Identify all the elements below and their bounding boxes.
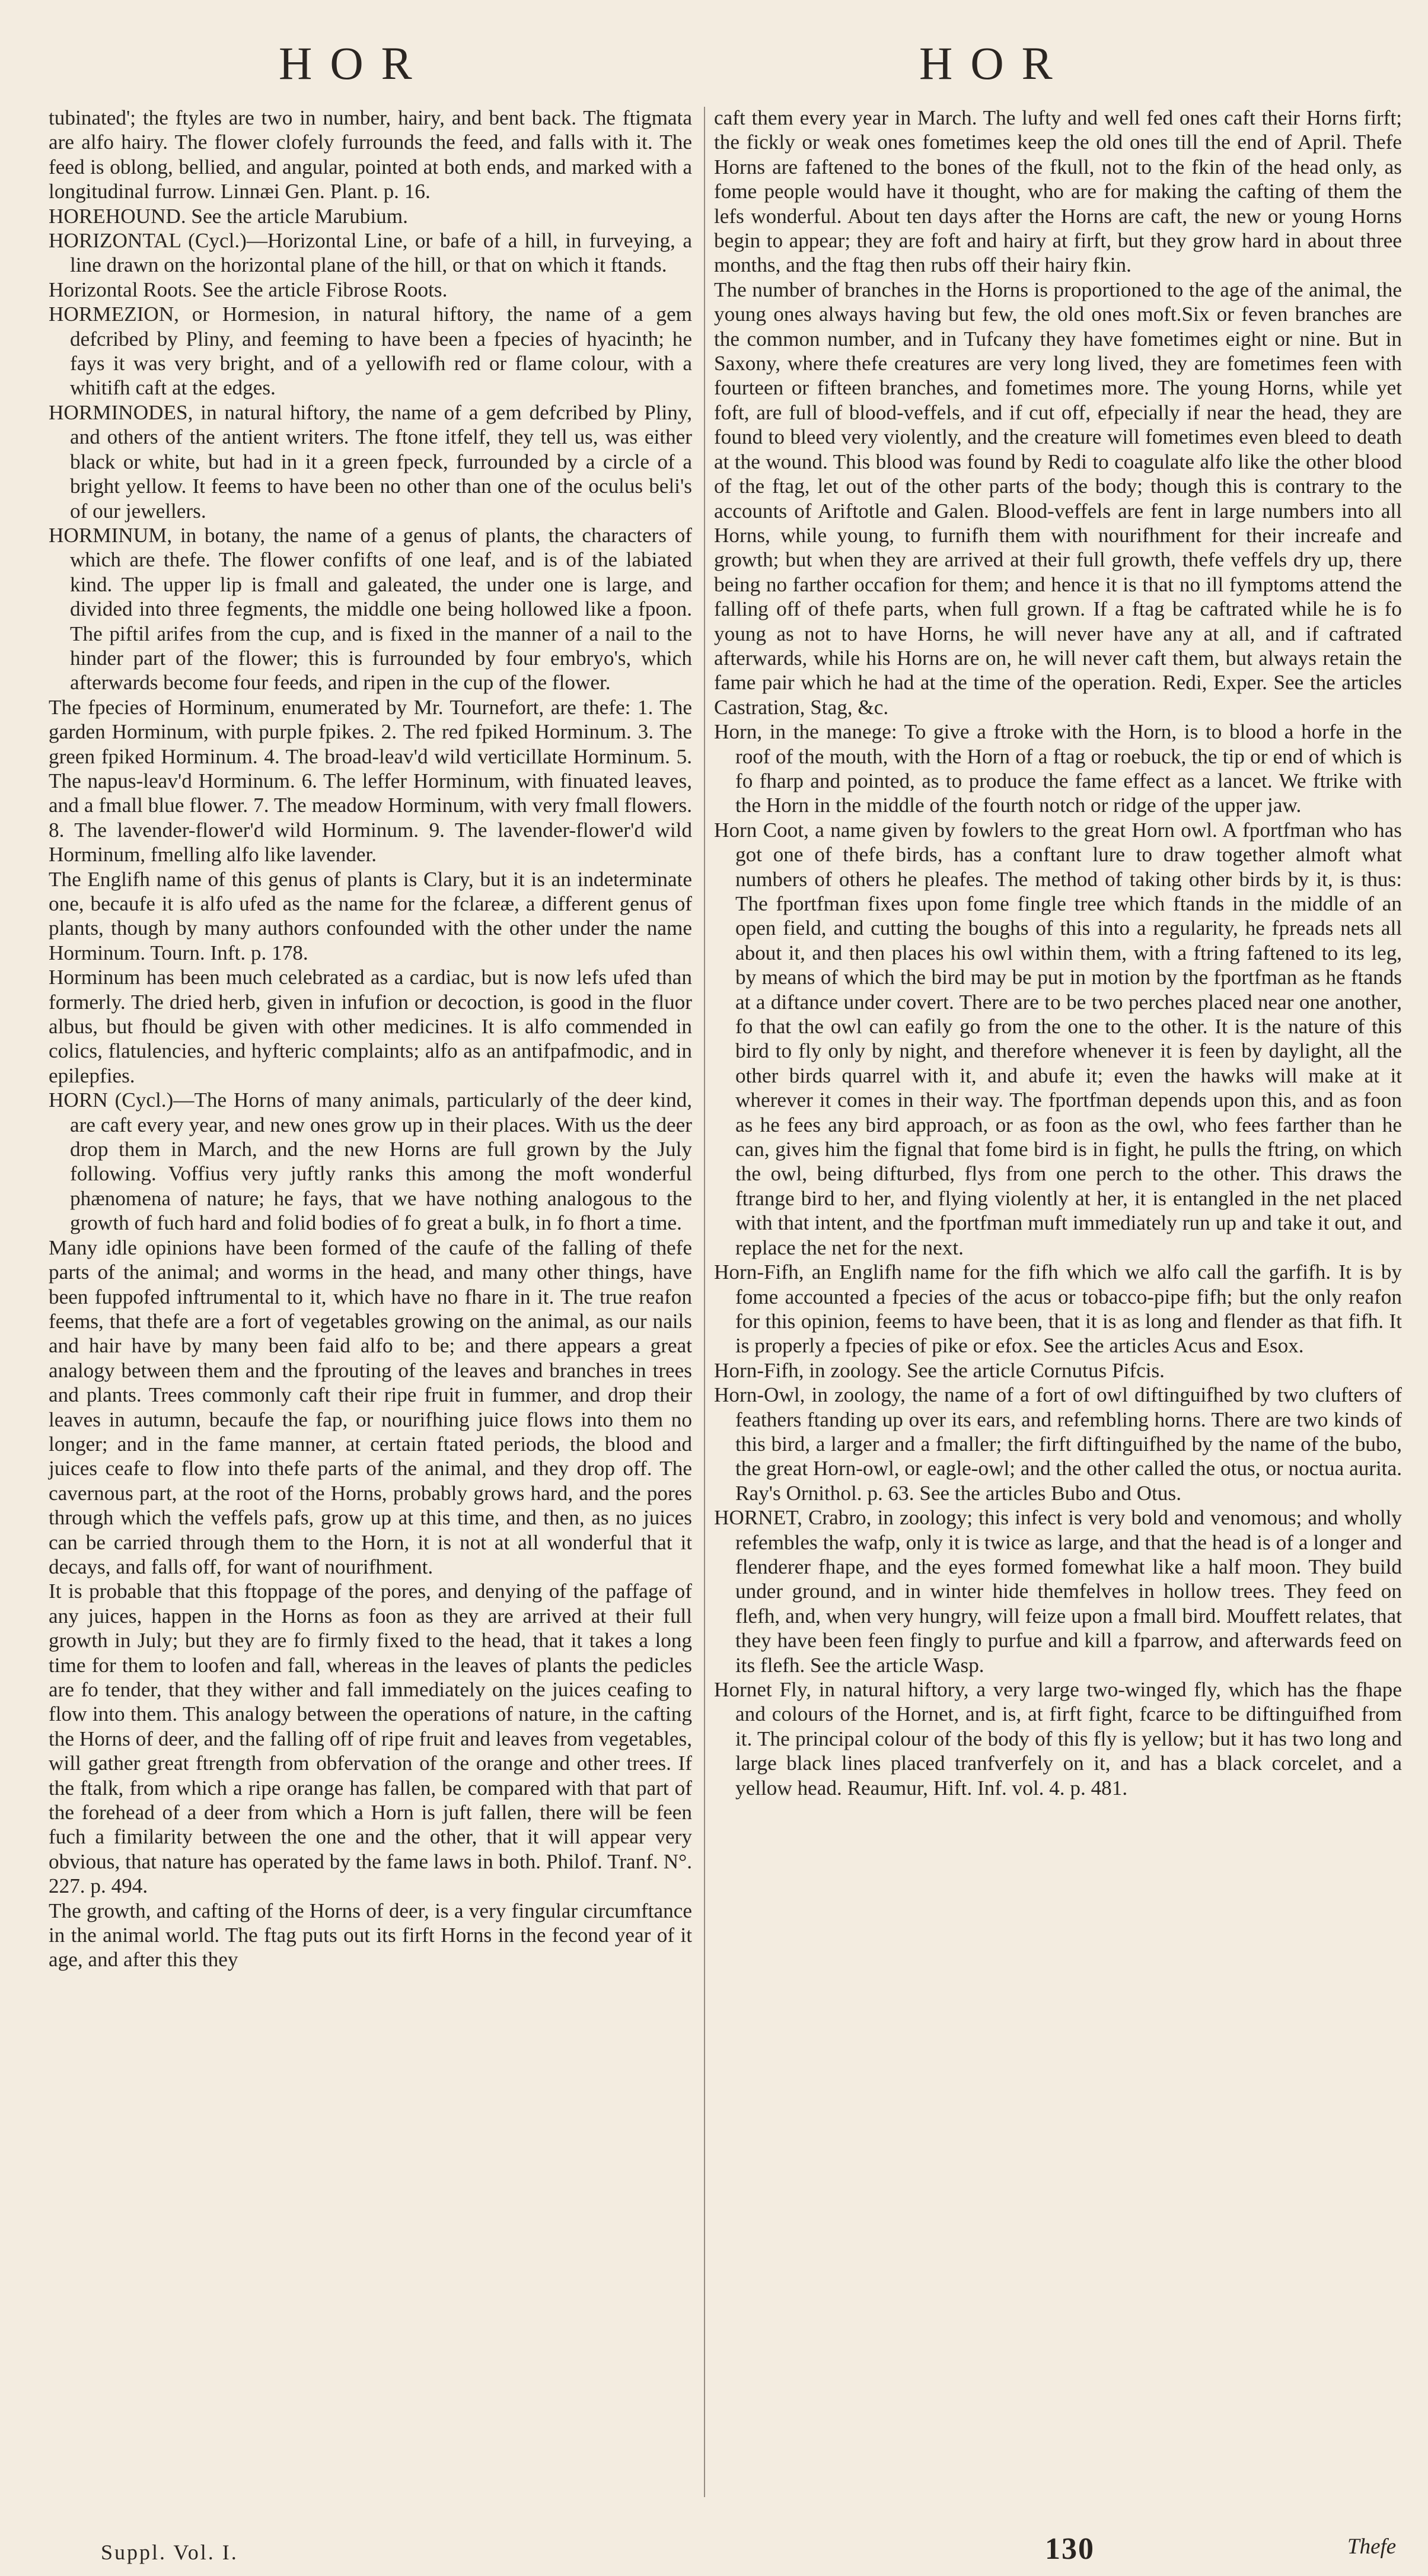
entry-paragraph: Horminum has been much celebrated as a cardiac, but is now lefs ufed than formerly. The dried herb, given in infufion or decoction, is good in the fluor albus, but fhould be given with other medicines. It is alfo commended in colics, flatulencies, and hyfteric complaints; alfo as an antifpafmodic, and in epilepfies. xyxy=(49,966,692,1087)
entry-horizontal: HORIZONTAL (Cycl.)—Horizontal Line, or bafe of a hill, in furveying, a line drawn on the horizontal plane of the hill, or that on which it ftands. xyxy=(49,229,692,277)
signature-mark: Suppl. Vol. I. xyxy=(101,2540,238,2564)
entry-paragraph: The growth, and cafting of the Horns of deer, is a very fingular circumftance in the animal world. The ftag puts out its firft Horns in the fecond year of it age, and after this they xyxy=(49,1899,692,1972)
left-column xyxy=(49,106,692,1972)
entry-horizontal-roots: Horizontal Roots. See the article Fibrose Roots. xyxy=(49,278,448,301)
entry-horminum: HORMINUM, in botany, the name of a genus of plants, the characters of which are thefe. The flower confifts of one leaf, and is of the labiated kind. The upper lip is fmall and galeated, the under one is large, and divided into three fegments, the middle one being hollowed like a fpoon. The piftil arifes from the cup, and is fixed in the manner of a nail to the hinder part of the flower; this is furrounded by four embryo's, which afterwards become four feeds, and ripen in the cup of the flower. xyxy=(49,523,692,695)
entry-horn-fish-zoology: Horn-Fifh, in zoology. See the article Cornutus Pifcis. xyxy=(714,1358,1165,1382)
entry-paragraph: The number of branches in the Horns is proportioned to the age of the animal, the young ones always having but few, the old ones moft.Six or feven branches are the common number, and in Tufcany they have fometimes eight or nine. But in Saxony, where thefe creatures are very long lived, they are fometimes feen with fourteen or fifteen branches, and fometimes more. The young Horns, while yet foft, are full of blood-veffels, and if cut off, efpecially if near the head, they are found to bleed very violently, and the creature will fometimes even bleed to death at the wound. This blood was found by Redi to coagulate alfo like the other blood of the ftag, let out of the other parts of the body; though this is contrary to the accounts of Ariftotle and Galen. Blood-veffels are fent in large numbers into all Horns, while young, to furnifh them with nourifhment for their increafe and growth; but when they are arrived at their full growth, thefe veffels dry up, there being no farther occafion for them; and hence it is that no ill fymptoms attend the falling off of thefe parts, when full grown. If a ftag be caftrated while he is fo young as not to have Horns, he will never have any at all, and if caftrated afterwards, while his Horns are on, he will never caft them, but always retain the fame pair which he had at the time of the operation. Redi, Exper. See the articles Castration, Stag, &c. xyxy=(714,278,1402,719)
entry-paragraph: caft them every year in March. The lufty and well fed ones caft their Horns firft; the fickly or weak ones fometimes keep the old ones till the end of April. Thefe Horns are faftened to the bones of the fkull, not to the fkin of the head only, as fome people would have it thought, who are for making the cafting of them the lefs wonderful. About ten days after the Horns are caft, the new or young Horns begin to appear; they are foft and hairy at firft, but they grow hard in about three months, and the ftag then rubs off their hairy fkin. xyxy=(714,106,1402,277)
right-column xyxy=(714,106,1402,1800)
entry-horminodes: HORMINODES, in natural hiftory, the name of a gem defcribed by Pliny, and others of the antient writers. The ftone itfelf, they tell us, was either black or white, but had in it a green fpeck, furrounded by a circle of a bright yellow. It feems to have been no other than one of the oculus beli's of our jewellers. xyxy=(49,400,692,523)
entry-paragraph: The fpecies of Horminum, enumerated by Mr. Tournefort, are thefe: 1. The garden Horminum, with purple fpikes. 2. The red fpiked Horminum. 3. The green fpiked Horminum. 4. The broad-leav'd wild verticillate Horminum. 5. The napus-leav'd Horminum. 6. The leffer Horminum, with finuated leaves, and a fmall blue flower. 7. The meadow Horminum, with very fmall flowers. 8. The lavender-flower'd wild Horminum. 9. The lavender-flower'd wild Horminum, fmelling alfo like lavender. xyxy=(49,695,692,867)
entry-hormezion: HORMEZION, or Hormesion, in natural hiftory, the name of a gem defcribed by Pliny, and feeming to have been a fpecies of hyacinth; he fays it was very bright, and of a yellowifh red or flame colour, with a whitifh caft at the edges. xyxy=(49,303,692,400)
entry-horn: HORN (Cycl.)—The Horns of many animals, particularly of the deer kind, are caft every year, and new ones grow up in their places. With us the deer drop them in March, and the new Horns are full grown by the July following. Voffius very juftly ranks this among the moft wonderful phænomena of nature; he fays, that we have nothing analogous to the growth of fuch hard and folid bodies of fo great a bulk, in fo fhort a time. xyxy=(49,1088,692,1235)
entry-paragraph: It is probable that this ftoppage of the pores, and denying of the paffage of any juices, happen in the Horns as foon as they are arrived at their full growth in July; but they are fo firmly fixed to the head, that it takes a long time for them to loofen and fall, whereas in the leaves of plants the pedicles are fo tender, that they wither and fall immediately on the juices ceafing to flow into them. This analogy between the operations of nature, in the cafting the Horns of deer, and the falling off of ripe fruit and leaves from vegetables, will gather great ftrength from obfervation of the orange and other trees. If the ftalk, from which a ripe orange has fallen, be compared with that part of the forehead of a deer from which a Horn is juft fallen, there will be feen fuch a fimilarity between the one and the other, that it will appear very obvious, that nature has operated by the fame laws in both. Philof. Tranf. N°. 227. p. 494. xyxy=(49,1580,692,1898)
entry-horehound: HOREHOUND. See the article Marubium. xyxy=(49,204,408,228)
entry-paragraph: The Englifh name of this genus of plants is Clary, but it is an indeterminate one, becaufe it is alfo ufed as the name for the fclareæ, a different genus of plants, though by many authors confounded with the other under the name Horminum. Tourn. Inft. p. 178. xyxy=(49,867,692,964)
running-head-right: HOR xyxy=(919,37,1070,89)
entry-horn-manege: Horn, in the manege: To give a ftroke with the Horn, is to blood a horfe in the roof of the mouth, with the Horn of a ftag or roebuck, the tip or end of which is fo fharp and pointed, as to produce the fame effect as a lancet. We ftrike with the Horn in the middle of the fourth notch or ridge of the upper jaw. xyxy=(714,720,1402,817)
entry-horn-owl: Horn-Owl, in zoology, the name of a fort of owl diftinguifhed by two clufters of feathers ftanding up over its ears, and refembling horns. There are two kinds of this bird, a larger and a fmaller; the firft diftinguifhed by the name of the bubo, the great Horn-owl, or eagle-owl; and the other called the otus, or noctua aurita. Ray's Ornithol. p. 63. See the articles Bubo and Otus. xyxy=(714,1383,1402,1505)
entry-hornet: HORNET, Crabro, in zoology; this infect is very bold and venomous; and wholly refembles the wafp, only it is twice as large, and that the head is of a longer and flenderer fhape, and the eyes formed fomewhat like a half moon. They build under ground, and in winter hide themfelves in hollow trees. They feed on flefh, and, when very hungry, will feize upon a fmall bird. Mouffett relates, that they have been feen fingly to purfue and kill a fparrow, and afterwards feed on its flefh. See the article Wasp. xyxy=(714,1506,1402,1677)
entry-paragraph: Many idle opinions have been formed of the caufe of the falling of thefe parts of the animal; and worms in the head, and many other things, have been fuppofed inftrumental to it, which have no fhare in it. The true reafon feems, that thefe are a fort of vegetables growing on the animal, as our nails and hair have by many been faid alfo to be; and there appears a great analogy between them and the fprouting of the leaves and branches in trees and plants. Trees commonly caft their ripe fruit in fummer, and drop their leaves in autumn, becaufe the fap, or nourifhing juice flows into them no longer; and in the fame manner, at certain ftated periods, the blood and juices ceafe to flow into thefe parts of the animal, and they drop off. The cavernous part, at the root of the Horns, probably grows hard, and the pores through which the veffels pafs, grow up at this time, and then, as no juices can be carried through them to the Horn, it is not at all wonderful that it decays, and falls off, for want of nourifhment. xyxy=(49,1236,692,1578)
running-head-left: HOR xyxy=(279,37,430,89)
entry-text: tubinated'; the ftyles are two in number, hairy, and bent back. The ftigmata are alfo hairy. The flower clofely furrounds the feed, and falls with it. The feed is oblong, bellied, and angular, pointed at both ends, and marked with a longitudinal furrow. Linnæi Gen. Plant. p. 16. xyxy=(49,106,692,203)
entry-horn-coot: Horn Coot, a name given by fowlers to the great Horn owl. A fportfman who has got one of thefe birds, has a conftant lure to draw together almoft what numbers of others he pleafes. The method of taking other birds by it, is thus: The fportfman fixes upon fome fingle tree which ftands in the middle of an open field, and cutting the boughs of this into a regularity, he fpreads nets all about it, and then places his owl within them, with a ftring faftened to its leg, by means of which the bird may be put in motion by the fportfman as he ftands at a diftance under covert. There are to be two perches placed near one another, fo that the owl can eafily go from the one to the other. It is the nature of this bird to fly only by night, and therefore whenever it is feen by daylight, all the other birds quarrel with it, and abufe it; even the hawks will make at it wherever it comes in their way. The fportfman depends upon this, and as foon as he fees any bird approach, or as foon as the owl, who fees farther than he can, gives him the fignal that fome bird is in fight, he pulls the ftring, on which the owl, being difturbed, flys from one perch to the other. This draws the ftrange bird to her, and flying violently at her, it is entangled in the net placed with that intent, and the fportfman muft immediately run up and take it out, and replace the net for the next. xyxy=(714,818,1402,1259)
entry-horn-fish: Horn-Fifh, an Englifh name for the fifh which we alfo call the garfifh. It is by fome accounted a fpecies of the acus or tobacco-pipe fifh; but the only reafon for this opinion, feems to have been, that it is as long and flender as that fifh. It is properly a fpecies of pike or efox. See the articles Acus and Esox. xyxy=(714,1260,1402,1358)
entry-hornet-fly: Hornet Fly, in natural hiftory, a very large two-winged fly, which has the fhape and colours of the Hornet, and is, at firft fight, fcarce to be diftinguifhed from it. The principal colour of the body of this fly is yellow; but it has two long and large black lines placed tranfverfely on it, and has a black corcelet, and a yellow head. Reaumur, Hift. Inf. vol. 4. p. 481. xyxy=(714,1678,1402,1800)
column-divider xyxy=(704,107,705,2497)
page-number: 130 xyxy=(1045,2532,1095,2566)
catchword: Thefe xyxy=(1347,2534,1397,2559)
